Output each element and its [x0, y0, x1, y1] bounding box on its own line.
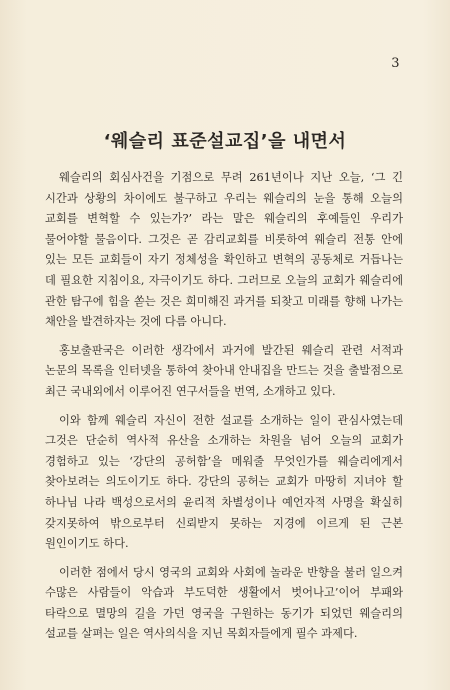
paragraph-2: 홍보출판국은 이러한 생각에서 과거에 발간된 웨슬리 관련 서적과 논문의 목록을 인터넷을 통하여 찾아내 안내집을 만드는 것을 출발점으로 최근 국내외에서 이루어진 연구서들을 번역, 소개하고 있다. — [45, 343, 403, 398]
page-number: 3 — [391, 56, 400, 71]
body-text — [45, 168, 403, 645]
paragraph-4: 이러한 점에서 당시 영국의 교회와 사회에 놀라운 반향을 불러 일으켜 수많은 사람들이 악습과 부도덕한 생활에서 벗어나고’이어 부패와 타락으로 멸망의 길을 가던 영국을 구원하는 동기가 되었던 웨슬리의 설교를 살펴는 일은 역사의식을 지닌 목회자들에게 필수 과제다. — [45, 565, 403, 641]
paragraph-3: 이와 함께 웨슬리 자신이 전한 설교를 소개하는 일이 관심사였는데 그것은 단순히 역사적 유산을 소개하는 차원을 넘어 오늘의 교회가 경험하고 있는 ‘강단의 공허함’을 메워줄 무엇인가를 웨슬리에게서 찾아보려는 의도이기도 하다. 강단의 공허는 교회가 마땅히 지녀야 할 하나님 나라 백성으로서의 윤리적 차별성이나 예언자적 사명을 확실히 갖지못하여 밖으로부터 신뢰받지 못하는 지경에 이르게 된 근본 원인이기도 하다. — [45, 413, 403, 551]
page-title: ‘웨슬리 표준설교집’을 내면서 — [103, 131, 347, 152]
paragraph-1: 웨슬리의 회심사건을 기점으로 무려 261년이나 지난 오늘, ‘그 긴 시간과 상황의 차이에도 불구하고 우리는 웨슬리의 눈을 통해 오늘의 교회를 변혁할 수 있는가?’ 라는 말은 웨슬리의 후예들인 우리가 물어야할 물음이다. 그것은 곧 감리교회를 비롯하여 웨슬리 전통 안에 있는 모든 교회들이 자기 정체성을 확인하고 변혁의 공동체로 거듭나는 데 필요한 지침이요, 자극이기도 하다. 그러므로 오늘의 교회가 웨슬리에 관한 탐구에 힘을 쏟는 것은 희미해진 과거를 되찾고 미래를 향해 나가는 채안을 발견하자는 것에 다름 아니다. — [45, 171, 403, 329]
